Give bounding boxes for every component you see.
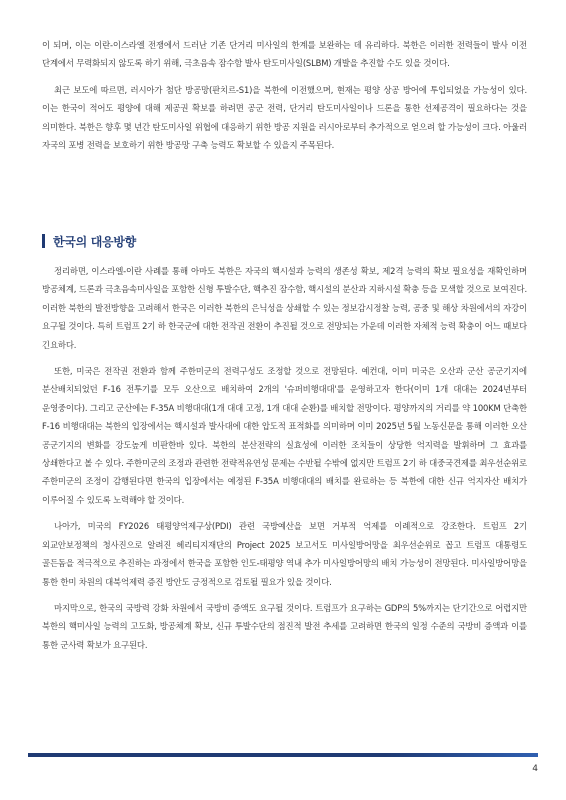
page-number: 4 [532,764,538,774]
body-text-bottom [42,262,527,654]
section-heading [42,232,136,250]
section-heading-text: 한국의 대응방향 [53,234,136,249]
paragraph: 마지막으로, 한국의 국방력 강화 차원에서 국방비 증액도 요구될 것이다. 트럼프가 요구하는 GDP의 5%까지는 단기간으로 어렵지만 북한의 핵미사일 능력의 고도화, 방공체계 확보, 신규 투발수단의 점진적 발전 추세를 고려하면 한국의 일정 수준의 국방비 증액과 이를 통한 군사력 확보가 요구된다. [42,602,527,650]
paragraph: 또한, 미국은 전작권 전환과 함께 주한미군의 전력구성도 조정할 것으로 전망된다. 예컨대, 이미 미국은 오산과 군산 공군기지에 분산배치되었던 F-16 전투기를 모두 오산으로 배치하여 2개의 '슈퍼비행대대'를 운영하고자 한다(이미 1개 대대는 2024년부터 운영중이다). 그리고 군산에는 F-35A 비행대대(1개 대대 고정, 1개 대대 순환)를 배치할 전망이다. 평양까지의 거리를 약 100KM 단축한 F-16 비행대대는 북한의 입장에서는 핵시설과 발사대에 대한 압도적 표적화를 의미하며 이미 2025년 5월 노동신문을 통해 이러한 오산 공군기지의 변화를 강도높게 비판한바 있다. 북한의 분산전략의 실효성에 이러한 조치들이 상당한 억지력을 발휘하며 그 효과를 상쇄한다고 볼 수 있다. 주한미군의 조정과 관련한 전략적유연성 문제는 수반될 수밖에 없지만 트럼프 2기 하 대중국견제를 최우선순위로 주한미군의 조정이 감행된다면 한국의 입장에서는 예정된 F-35A 비행대대의 배치를 완료하는 등 북한에 대한 신규 억지자산 배치가 이루어질 수 있도록 노력해야 할 것이다. [42,366,527,505]
heading-accent-bar [42,234,45,248]
paragraph: 정리하면, 이스라엘-이란 사례를 통해 아마도 북한은 자국의 핵시설과 능력의 생존성 확보, 제2격 능력의 확보 필요성을 재확인하며 방공체계, 드론과 극초음속미사일을 포함한 신형 투발수단, 핵추진 잠수함, 핵시설의 분산과 지하시설 확충 등을 모색할 것으로 보여진다. 이러한 북한의 발전방향을 고려해서 한국은 이러한 북한의 은닉성을 상쇄할 수 있는 정보감시정찰 능력, 공중 및 해상 차원에서의 자강이 요구될 것이다. 특히 트럼프 2기 하 한국군에 대한 전작권 전환이 추진될 것으로 전망되는 가운데 이러한 자체적 능력 확충이 어느 때보다 긴요하다. [42,266,527,350]
paragraph: 나아가, 미국의 FY2026 태평양억제구상(PDI) 관련 국방예산을 보면 거부적 억제를 이례적으로 강조한다. 트럼프 2기 외교안보정책의 청사진으로 알려진 헤리티지재단의 Project 2025 보고서도 미사일방어망을 최우선순위로 꼽고 트럼프 대통령도 골든돔을 적극적으로 추진하는 과정에서 한국을 포함한 인도-태평양 역내 추가 미사일방어망의 배치 가능성이 전망된다. 미사일방어망을 통한 한미 차원의 대북억제력 증진 방안도 긍정적으로 검토될 필요가 있을 것이다. [42,521,527,587]
footer-divider [28,753,538,757]
body-text-top [42,36,527,154]
paragraph: 이 되며, 이는 이란-이스라엘 전쟁에서 드러난 기존 단거리 미사일의 한계를 보완하는 데 유리하다. 북한은 이러한 전력들이 발사 이전 단계에서 무력화되지 않도록 하기 위해, 극초음속 잠수함 발사 탄도미사일(SLBM) 개발을 추진할 수도 있을 것이다. [42,40,527,69]
paragraph: 최근 보도에 따르면, 러시아가 첨단 방공망(판치르-S1)을 북한에 이전했으며, 현재는 평양 상공 방어에 투입되었을 가능성이 있다. 이는 한국이 적어도 평양에 대해 제공권 확보를 하려면 공군 전력, 단거리 탄도미사일이나 드론을 통한 선제공격이 필요하다는 것을 의미한다. 북한은 향후 몇 년간 탄도미사일 위협에 대응하기 위한 방공 지원을 러시아로부터 추가적으로 얻으려 할 가능성이 크다. 아울러 자국의 포병 전력을 보호하기 위한 방공망 구축 능력도 확보할 수 있을지 주목된다. [42,84,527,151]
